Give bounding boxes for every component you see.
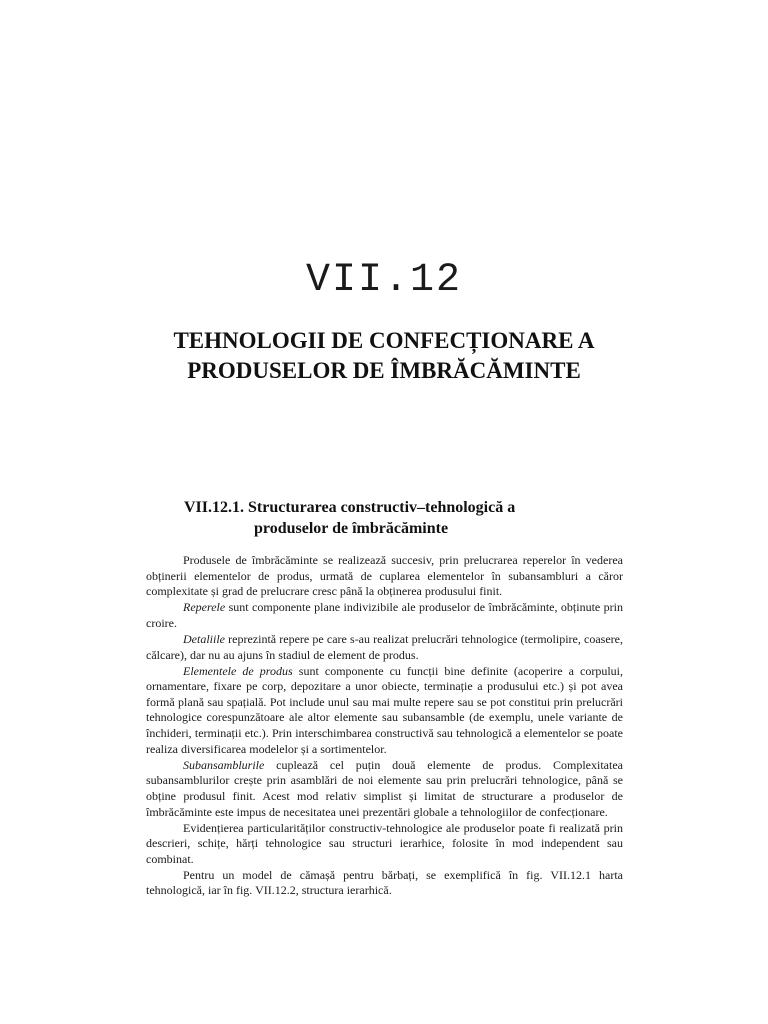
section-title bbox=[184, 497, 624, 539]
term-subansamblurile: Subansamblurile bbox=[183, 757, 265, 772]
paragraph-text: Produsele de îmbrăcăminte se realizează succesiv, prin prelucrarea reperelor în vederea obținerii elementelor de produs, urmată de cuplarea elementelor în subansambluri a căror complexitate și grad de prelucrare cresc până la obținerea produsului finit. bbox=[146, 553, 623, 599]
paragraph bbox=[146, 868, 623, 899]
paragraph bbox=[146, 632, 623, 663]
term-reperele: Reperele bbox=[183, 600, 226, 615]
paragraph bbox=[146, 664, 623, 758]
body-text bbox=[146, 553, 623, 899]
paragraph-text: reprezintă repere pe care s-au realizat prelucrări tehnologice (termolipire, coasere, călcare), dar nu au ajuns în stadiul de element de produs. bbox=[146, 631, 623, 662]
paragraph bbox=[146, 553, 623, 600]
chapter-title-line-1: TEHNOLOGII DE CONFECȚIONARE A bbox=[173, 328, 595, 353]
term-elementele-de-produs: Elementele de produs bbox=[183, 663, 293, 678]
paragraph-text: Pentru un model de cămașă pentru bărbați, se exemplifică în fig. VII.12.1 harta tehnologică, iar în fig. VII.12.2, structura ierarhică. bbox=[146, 867, 623, 898]
paragraph bbox=[146, 600, 623, 631]
chapter-title-line-2: PRODUSELOR DE ÎMBRĂCĂMINTE bbox=[187, 358, 581, 383]
paragraph bbox=[146, 758, 623, 820]
paragraph-text: cuplează cel puțin două elemente de produs. Complexitatea subansamblurilor crește prin asamblări de noi elemente sau prin prelucrări tehnologice, până se obține produsul finit. Acest mod relativ simplist și limitat de structurare a produselor de îmbrăcăminte este impus de necesitatea unei prezentări globale a tehnologiilor de confecționare. bbox=[146, 757, 623, 819]
paragraph bbox=[146, 821, 623, 868]
paragraph-text: Evidențierea particularităților constructiv-tehnologice ale produselor poate fi realizată prin descrieri, schițe, hărți tehnologice sau structuri ierarhice, folosite în mod independent sau combinat. bbox=[146, 820, 623, 866]
section-title-line-2: produselor de îmbrăcăminte bbox=[254, 520, 449, 537]
paragraph-text: sunt componente cu funcții bine definite (acoperire a corpului, ornamentare, fixare pe corp, depozitare a unor obiecte, terminație a produsului etc.) și pot avea formă plană sau spațială. Pot include unul sau mai multe repere sau se pot constitui prin prelucrări tehnologice corespunzătoare ale altor elemente sau subansamble (de exemplu, unele variante de închideri, terminații etc.). Prin interschimbarea constructivă sau tehnologică a elementelor se poate realiza diversificarea modelelor și a sortimentelor. bbox=[146, 663, 623, 756]
chapter-number: VII.12 bbox=[305, 258, 463, 303]
section-title-line-1: VII.12.1. Structurarea constructiv–tehnologică a bbox=[184, 499, 516, 516]
chapter-title bbox=[60, 326, 708, 386]
term-detaliile: Detaliile bbox=[183, 631, 225, 646]
paragraph-text: sunt componente plane indivizibile ale produselor de îmbrăcăminte, obținute prin croire. bbox=[146, 600, 623, 630]
